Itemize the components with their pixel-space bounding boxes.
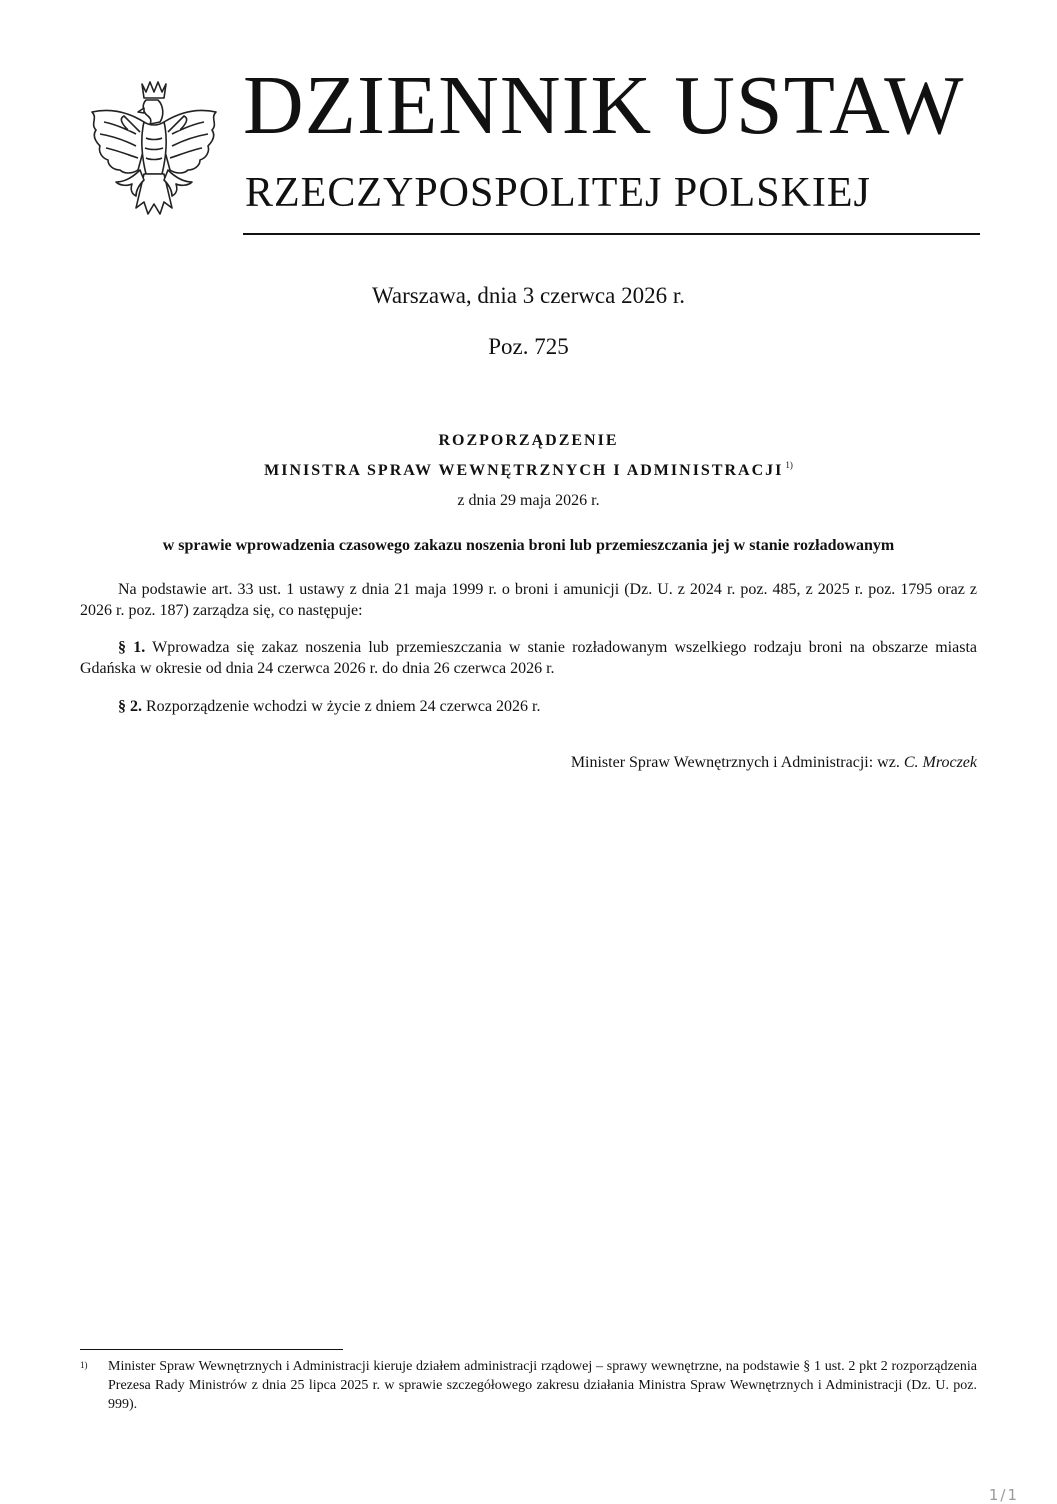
section-2-number: § 2. — [118, 698, 142, 715]
header-divider — [243, 233, 980, 235]
act-authority-text: MINISTRA SPRAW WEWNĘTRZNYCH I ADMINISTRACJI — [264, 462, 784, 479]
page-indicator: 1/1 — [988, 1486, 1019, 1504]
section-1 — [80, 637, 977, 679]
footnote — [80, 1357, 977, 1414]
act-authority — [0, 460, 1057, 480]
footnote-mark: 1) — [80, 1360, 88, 1370]
section-1-text: Wprowadza się zakaz noszenia lub przemieszczania w stanie rozładowanym wszelkiego rodzaju broni na obszarze miasta Gdańska w okresie od dnia 24 czerwca 2026 r. do dnia 26 czerwca 2026 r. — [80, 639, 978, 677]
journal-subtitle: RZECZYPOSPOLITEJ POLSKIEJ — [245, 170, 871, 216]
signature-name: C. Mroczek — [903, 754, 977, 771]
issue-date: Warszawa, dnia 3 czerwca 2026 r. — [372, 283, 685, 308]
act-date: z dnia 29 maja 2026 r. — [457, 492, 600, 509]
section-2 — [80, 696, 977, 717]
signature-role: Minister Spraw Wewnętrznych i Administracji: wz. — [570, 754, 900, 771]
act-subject: w sprawie wprowadzenia czasowego zakazu noszenia broni lub przemieszczania jej w stanie rozładowanym — [162, 537, 895, 554]
footnote-text: Minister Spraw Wewnętrznych i Administracji kieruje działem administracji rządowej – sprawy wewnętrzne, na podstawie § 1 ust. 2 pkt 2 rozporządzenia Prezesa Rady Ministrów z dnia 25 lipca 2025 r. w sprawie szczegółowego zakresu działania Ministra Spraw Wewnętrznych i Administracji (Dz. U. poz. 999). — [108, 1359, 977, 1412]
footnote-reference[interactable]: 1) — [785, 460, 793, 470]
section-1-number: § 1. — [118, 639, 146, 656]
polish-eagle-emblem-icon — [84, 78, 224, 230]
footnote-divider — [80, 1349, 343, 1350]
journal-title: DZIENNIK USTAW — [243, 59, 965, 152]
section-2-text: Rozporządzenie wchodzi w życie z dniem 24 czerwca 2026 r. — [146, 698, 541, 715]
position-number: Poz. 725 — [488, 334, 569, 359]
legal-basis-paragraph: Na podstawie art. 33 ust. 1 ustawy z dnia 21 maja 1999 r. o broni i amunicji (Dz. U. z 2024 r. poz. 485, z 2025 r. poz. 1795 oraz z 2026 r. poz. 187) zarządza się, co następuje: — [80, 581, 977, 619]
act-type: ROZPORZĄDZENIE — [438, 432, 619, 449]
signature — [571, 754, 977, 772]
